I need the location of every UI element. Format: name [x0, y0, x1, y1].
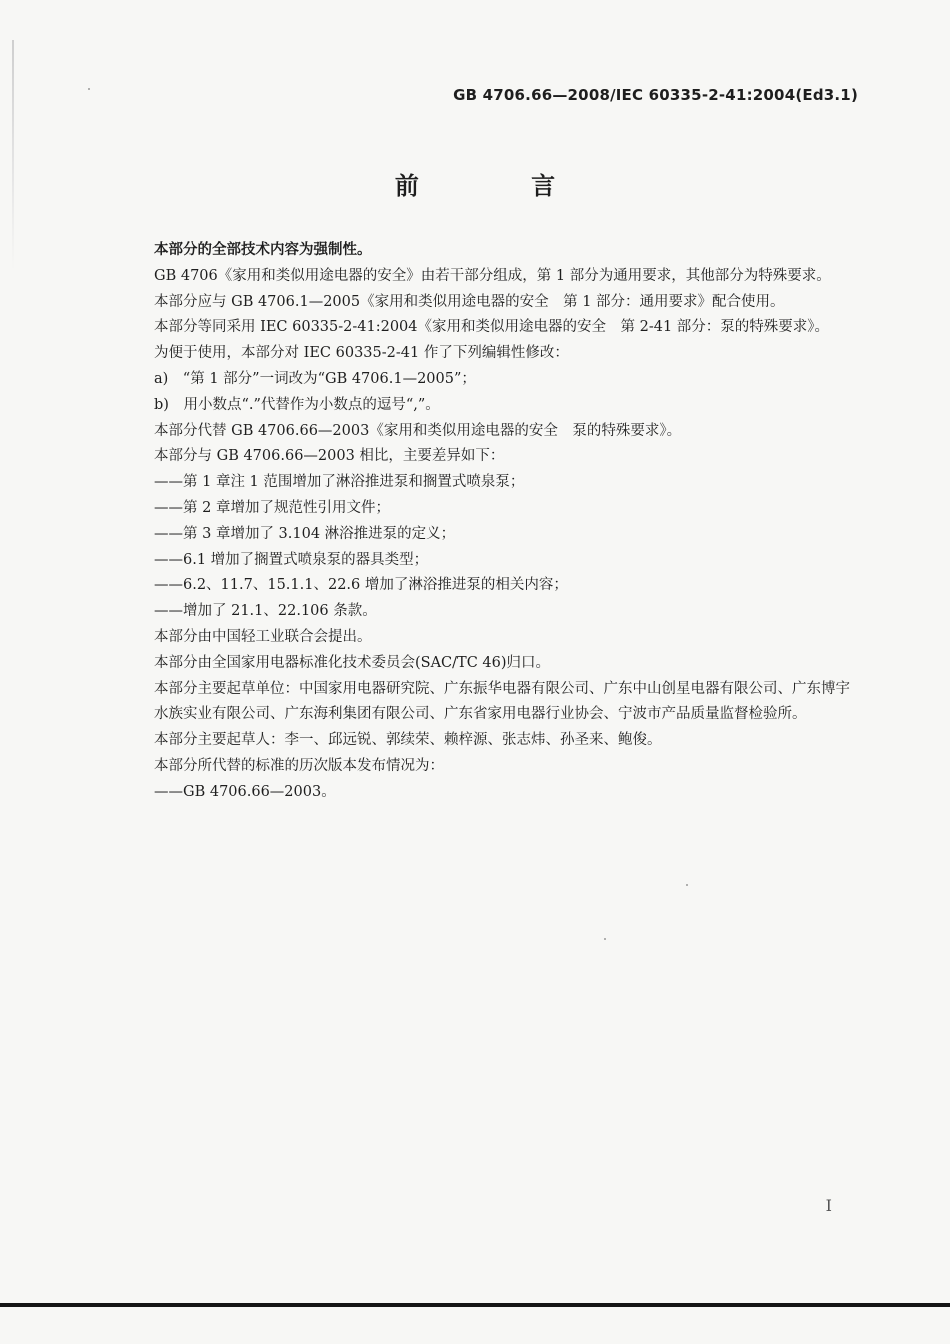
difference-item: ——第 3 章增加了 3.104 淋浴推进泵的定义；: [154, 525, 456, 542]
difference-item: ——第 1 章注 1 范围增加了淋浴推进泵和搁置式喷泉泵；: [154, 474, 525, 491]
paragraph-previous-editions: 本部分所代替的标准的历次版本发布情况为：: [154, 757, 444, 774]
paragraph-drafting-units: 本部分主要起草单位：中国家用电器研究院、广东振华电器有限公司、广东中山创星电器有限公司、广东博宇水族实业有限公司、广东海利集团有限公司、广东省家用电器行业协会、宁波市产品质量监督检验所。: [154, 680, 850, 723]
paragraph-use-with: 本部分应与 GB 4706.1—2005《家用和类似用途电器的安全 第 1 部分：通用要求》配合使用。: [154, 293, 785, 310]
difference-item: ——6.1 增加了搁置式喷泉泵的器具类型；: [154, 551, 429, 568]
scan-edge-shadow: [12, 40, 14, 270]
paragraph-under-jurisdiction: 本部分由全国家用电器标准化技术委员会(SAC/TC 46)归口。: [154, 654, 551, 671]
foreword-body: [124, 238, 850, 806]
scan-speck: [604, 938, 606, 940]
difference-item: ——第 2 章增加了规范性引用文件；: [154, 499, 390, 516]
difference-item: ——6.2、11.7、15.1.1、22.6 增加了淋浴推进泵的相关内容；: [154, 577, 568, 594]
list-item-a: a) “第 1 部分”一词改为“GB 4706.1—2005”；: [154, 370, 476, 387]
paragraph-gb4706-composition: GB 4706《家用和类似用途电器的安全》由若干部分组成，第 1 部分为通用要求，其他部分为特殊要求。: [154, 267, 831, 284]
page-title: 前 言: [394, 172, 608, 200]
scan-bottom-border: [0, 1303, 950, 1307]
paragraph-drafters: 本部分主要起草人：李一、邱远锐、郭续荣、赖梓源、张志炜、孙圣来、鲍俊。: [154, 732, 662, 749]
paragraph-proposed-by: 本部分由中国轻工业联合会提出。: [154, 628, 372, 645]
page-number: I: [825, 1196, 832, 1215]
scan-speck: [88, 88, 90, 90]
previous-edition-item: ——GB 4706.66—2003。: [154, 783, 336, 800]
paragraph-replaces: 本部分代替 GB 4706.66—2003《家用和类似用途电器的安全 泵的特殊要求》。: [154, 422, 682, 439]
standard-code-header: GB 4706.66—2008/IEC 60335-2-41:2004(Ed3.1): [453, 86, 858, 104]
paragraph-editorial-changes: 为便于使用，本部分对 IEC 60335-2-41 作了下列编辑性修改：: [154, 345, 569, 362]
paragraph-main-differences: 本部分与 GB 4706.66—2003 相比，主要差异如下：: [154, 448, 505, 465]
scan-speck: [686, 884, 688, 886]
difference-item: ——增加了 21.1、22.106 条款。: [154, 603, 377, 620]
paragraph-adopts-iec: 本部分等同采用 IEC 60335-2-41:2004《家用和类似用途电器的安全 第 2-41 部分：泵的特殊要求》。: [154, 319, 830, 336]
paragraph-mandatory: 本部分的全部技术内容为强制性。: [154, 242, 372, 258]
list-item-b: b) 用小数点“.”代替作为小数点的逗号“,”。: [154, 396, 440, 413]
